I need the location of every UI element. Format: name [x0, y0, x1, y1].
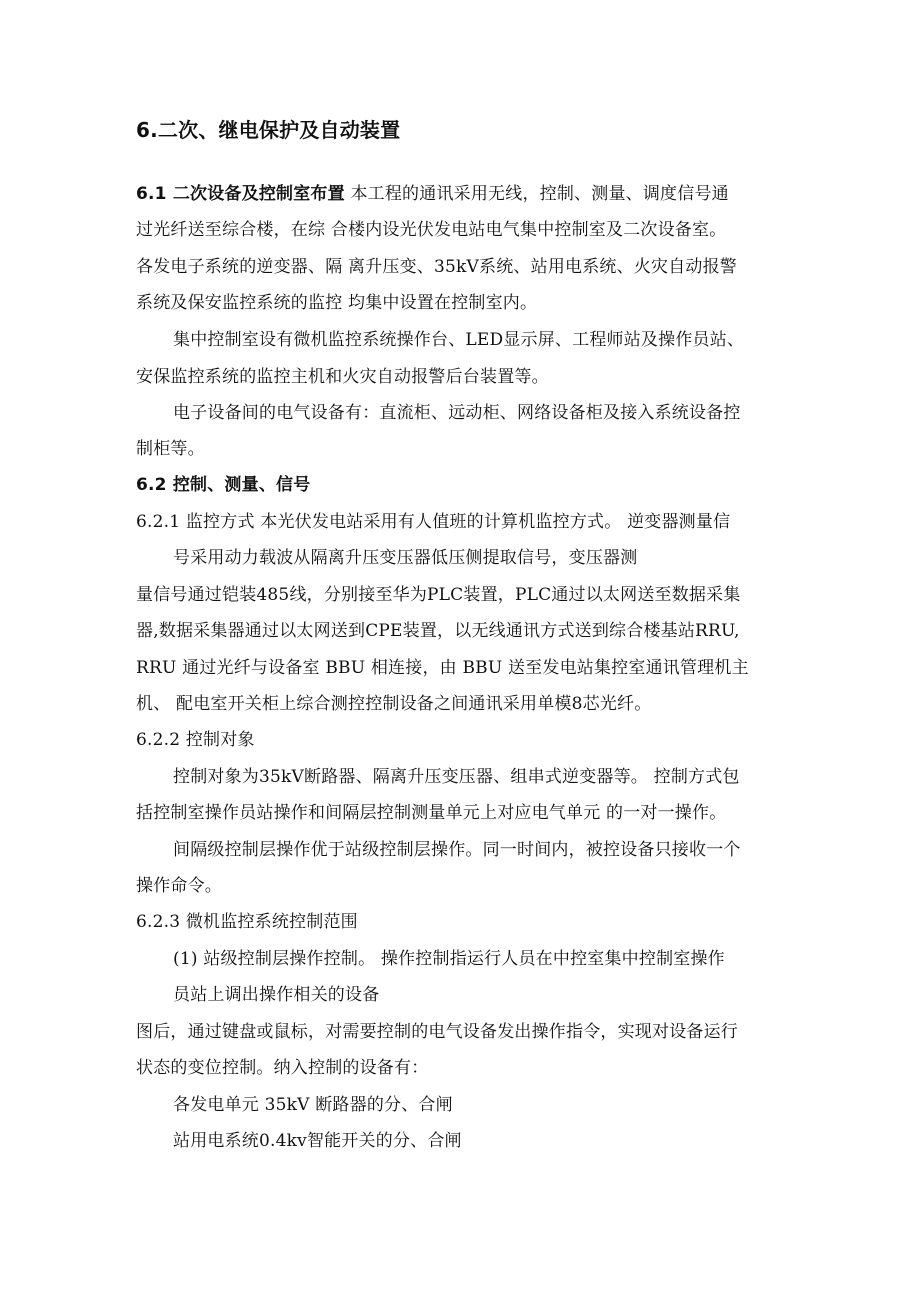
s61-line-1-text: 本工程的通讯采用无线，控制、测量、调度信号通: [344, 184, 729, 204]
section-title: 6.二次、继电保护及自动装置: [136, 118, 401, 142]
s61-line-3: 各发电子系统的逆变器、隔 离升压变、35kV系统、站用电系统、火灾自动报警: [136, 257, 738, 277]
s622-p2-line-2: 操作命令。: [136, 876, 222, 896]
s623-item1-line-3: 图后，通过键盘或鼠标，对需要控制的电气设备发出操作指令，实现对设备运行: [136, 1022, 738, 1042]
s623-heading: 6.2.3 微机监控系统控制范围: [136, 912, 358, 932]
s621-line-5: RRU 通过光纤与设备室 BBU 相连接，由 BBU 送至发电站集控室通讯管理机主: [136, 658, 749, 678]
s61-line-1: [136, 182, 729, 206]
s621-line-4: 器,数据采集器通过以太网送到CPE装置，以无线通讯方式送到综合楼基站RRU,: [136, 621, 740, 641]
s623-list-item-1: 各发电单元 35kV 断路器的分、合闸: [173, 1095, 453, 1115]
s621-line-6: 机、 配电室开关柜上综合测控控制设备之间通讯采用单模8芯光纤。: [136, 694, 652, 714]
s61-p3-line-2: 制柜等。: [136, 439, 205, 459]
s62-heading: 6.2 控制、测量、信号: [136, 475, 311, 495]
s622-p1-line-2: 括控制室操作员站操作和间隔层控制测量单元上对应电气单元 的一对一操作。: [136, 803, 727, 823]
s623-item1-line-1: (1) 站级控制层操作控制。 操作控制指运行人员在中控室集中控制室操作: [173, 949, 725, 969]
s622-heading: 6.2.2 控制对象: [136, 730, 255, 750]
s623-list-item-2: 站用电系统0.4kv智能开关的分、合闸: [173, 1131, 462, 1151]
s621-line-1: 6.2.1 监控方式 本光伏发电站采用有人值班的计算机监控方式。 逆变器测量信: [136, 512, 731, 532]
s621-line-2: 号采用动力载波从隔离升压变压器低压侧提取信号，变压器测: [173, 548, 638, 568]
s61-line-4: 系统及保安监控系统的监控 均集中设置在控制室内。: [136, 293, 538, 313]
s623-item1-line-4: 状态的变位控制。纳入控制的设备有：: [136, 1058, 429, 1078]
s61-line-2: 过光纤送至综合楼，在综 合楼内设光伏发电站电气集中控制室及二次设备室。: [136, 220, 727, 240]
s61-p2-line-2: 安保监控系统的监控主机和火灾自动报警后台装置等。: [136, 367, 549, 387]
s623-item1-line-2: 员站上调出操作相关的设备: [173, 985, 380, 1005]
s621-line-3: 量信号通过铠装485线，分别接至华为PLC装置，PLC通过以太网送至数据采集: [136, 585, 741, 605]
s61-p2-line-1: 集中控制室设有微机监控系统操作台、LED显示屏、工程师站及操作员站、: [173, 330, 745, 350]
s622-p2-line-1: 间隔级控制层操作优于站级控制层操作。同一时间内，被控设备只接收一个: [173, 840, 741, 860]
s61-p3-line-1: 电子设备间的电气设备有：直流柜、远动柜、网络设备柜及接入系统设备控: [173, 403, 741, 423]
s622-p1-line-1: 控制对象为35kV断路器、隔离升压变压器、组串式逆变器等。 控制方式包: [173, 767, 740, 787]
s61-heading: 6.1 二次设备及控制室布置: [136, 184, 345, 204]
